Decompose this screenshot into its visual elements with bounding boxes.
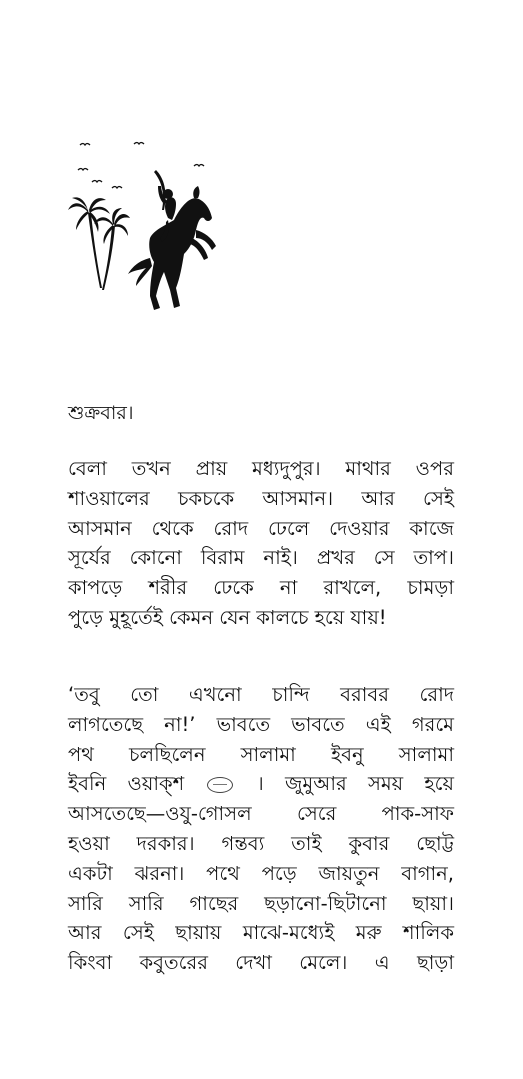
- text-segment: । জুমুআর সময় হয়ে: [256, 772, 455, 796]
- paragraph-1: [68, 454, 454, 633]
- text-line: আসতেছে—ওযু-গোসল সেরে পাক-সাফ: [68, 802, 454, 826]
- horse-rider-icon: [128, 170, 216, 310]
- text-line: আসমান থেকে রোদ ঢেলে দেওয়ার কাজে: [68, 516, 454, 540]
- text-line: একটা ঝরনা। পথে পড়ে জায়তুন বাগান,: [68, 861, 454, 885]
- text-line: হওয়া দরকার। গন্তব্য তাই কুবার ছোট্ট: [68, 831, 454, 855]
- section-heading: শুক্রবার।: [68, 402, 134, 424]
- text-line: ‘তবু তো এখনো চান্দি বরাবর রোদ: [68, 683, 454, 706]
- horse-rider-illustration: [64, 138, 224, 318]
- text-line: সারি সারি গাছের ছড়ানো-ছিটানো ছায়া।: [68, 891, 454, 915]
- text-line-with-honorific: [68, 769, 454, 799]
- paragraph-2: [68, 680, 454, 978]
- honorific-badge-icon: [207, 777, 233, 793]
- text-line: সূর্যের কোনো বিরাম নাই। প্রখর সে তাপ।: [68, 546, 454, 570]
- text-line: বেলা তখন প্রায় মধ্যদুপুর। মাথার ওপর: [68, 457, 454, 480]
- text-line: পথ চলছিলেন সালামা ইবনু সালামা: [68, 742, 454, 766]
- text-line: শাওয়ালের চকচকে আসমান। আর সেই: [68, 486, 454, 510]
- text-line: কিংবা কবুতরের দেখা মেলে। এ ছাড়া: [68, 951, 454, 975]
- text-line: কাপড়ে শরীর ঢেকে না রাখলে, চামড়া: [68, 576, 454, 600]
- text-line: আর সেই ছায়ায় মাঝে-মধ্যেই মরু শালিক: [68, 921, 454, 945]
- palm-tree-icon: [68, 197, 130, 290]
- text-segment: ইবনি ওয়াক্‌শ: [68, 772, 185, 796]
- text-line: লাগতেছে না!’ ভাবতে ভাবতে এই গরমে: [68, 712, 454, 736]
- text-line: পুড়ে মুহূর্তেই কেমন যেন কালচে হয়ে যায়!: [68, 605, 387, 629]
- birds-icon: [78, 143, 204, 189]
